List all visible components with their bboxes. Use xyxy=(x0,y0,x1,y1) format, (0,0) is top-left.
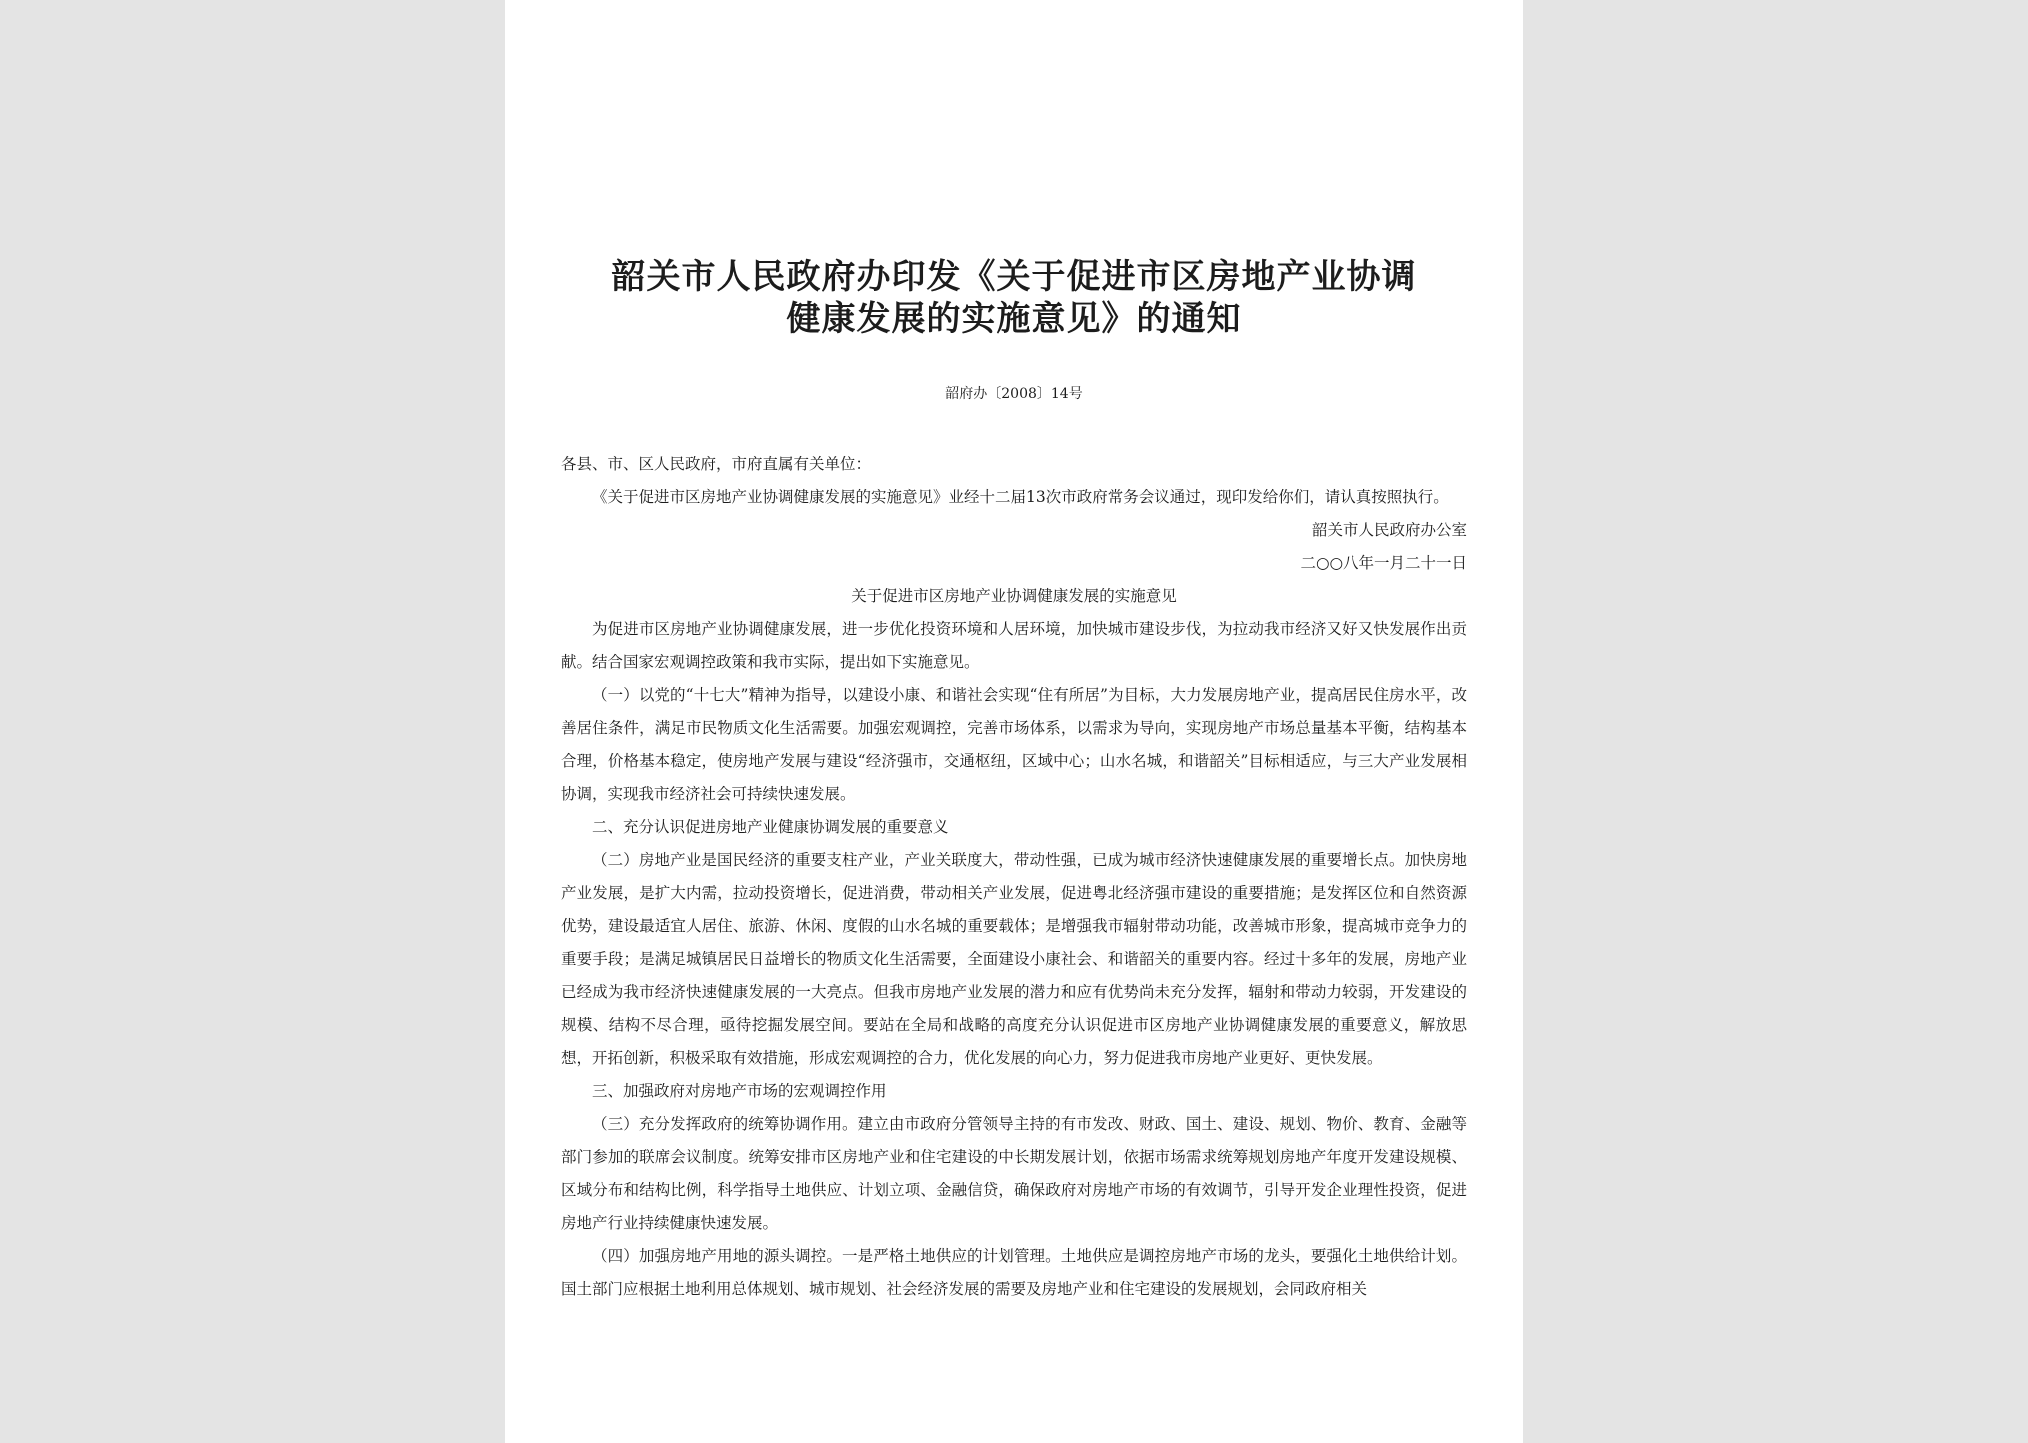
section-heading-2: 二、充分认识促进房地产业健康协调发展的重要意义 xyxy=(592,818,949,836)
paragraph-2: （二）房地产业是国民经济的重要支柱产业，产业关联度大，带动性强，已成为城市经济快速健康发展的重要增长点。加快房地产业发展，是扩大内需，拉动投资增长，促进消费，带动相关产业发展，促进粤北经济强市建设的重要措施；是发挥区位和自然资源优势，建设最适宜人居住、旅游、休闲、度假的山水名城的重要载体；是增强我市辐射带动功能，改善城市形象，提高城市竞争力的重要手段；是满足城镇居民日益增长的物质文化生活需要，全面建设小康社会、和谐韶关的重要内容。经过十多年的发展，房地产业已经成为我市经济快速健康发展的一大亮点。但我市房地产业发展的潜力和应有优势尚未充分发挥，辐射和带动力较弱，开发建设的规模、结构不尽合理，亟待挖掘发展空间。要站在全局和战略的高度充分认识促进市区房地产业协调健康发展的重要意义，解放思想，开拓创新，积极采取有效措施，形成宏观调控的合力，优化发展的向心力，努力促进我市房地产业更好、更快发展。 xyxy=(561,851,1467,1067)
preamble-paragraph: 为促进市区房地产业协调健康发展，进一步优化投资环境和人居环境，加快城市建设步伐，为拉动我市经济又好又快发展作出贡献。结合国家宏观调控政策和我市实际，提出如下实施意见。 xyxy=(561,620,1467,671)
document-content xyxy=(561,256,1467,1306)
salutation: 各县、市、区人民政府，市府直属有关单位： xyxy=(561,455,872,473)
intro-paragraph: 《关于促进市区房地产业协调健康发展的实施意见》业经十二届13次市政府常务会议通过，现印发给你们，请认真按照执行。 xyxy=(592,488,1449,506)
paragraph-3: （三）充分发挥政府的统筹协调作用。建立由市政府分管领导主持的有市发改、财政、国土、建设、规划、物价、教育、金融等部门参加的联席会议制度。统筹安排市区房地产业和住宅建设的中长期发展计划，依据市场需求统筹规划房地产年度开发建设规模、区域分布和结构比例，科学指导土地供应、计划立项、金融信贷，确保政府对房地产市场的有效调节，引导开发企业理性投资，促进房地产行业持续健康快速发展。 xyxy=(561,1115,1467,1232)
document-body xyxy=(561,448,1467,1306)
section-heading-3: 三、加强政府对房地产市场的宏观调控作用 xyxy=(592,1082,887,1100)
title-line-1: 韶关市人民政府办印发《关于促进市区房地产业协调 xyxy=(611,257,1417,297)
document-number: 韶府办〔2008〕14号 xyxy=(945,386,1083,402)
title-line-2: 健康发展的实施意见》的通知 xyxy=(786,299,1242,339)
document-title xyxy=(561,256,1467,340)
paragraph-4: （四）加强房地产用地的源头调控。一是严格土地供应的计划管理。土地供应是调控房地产市场的龙头，要强化土地供给计划。国土部门应根据土地利用总体规划、城市规划、社会经济发展的需要及房地产业和住宅建设的发展规划，会同政府相关 xyxy=(561,1247,1467,1298)
paragraph-1: （一）以党的“十七大”精神为指导，以建设小康、和谐社会实现“住有所居”为目标，大力发展房地产业，提高居民住房水平，改善居住条件，满足市民物质文化生活需要。加强宏观调控，完善市场体系，以需求为导向，实现房地产市场总量基本平衡，结构基本合理，价格基本稳定，使房地产发展与建设“经济强市，交通枢纽，区域中心；山水名城，和谐韶关”目标相适应，与三大产业发展相协调，实现我市经济社会可持续快速发展。 xyxy=(561,686,1467,803)
subtitle: 关于促进市区房地产业协调健康发展的实施意见 xyxy=(851,587,1177,605)
issue-date: 二○○八年一月二十一日 xyxy=(1300,554,1467,572)
issuer: 韶关市人民政府办公室 xyxy=(1311,521,1467,539)
document-page xyxy=(505,0,1523,1443)
